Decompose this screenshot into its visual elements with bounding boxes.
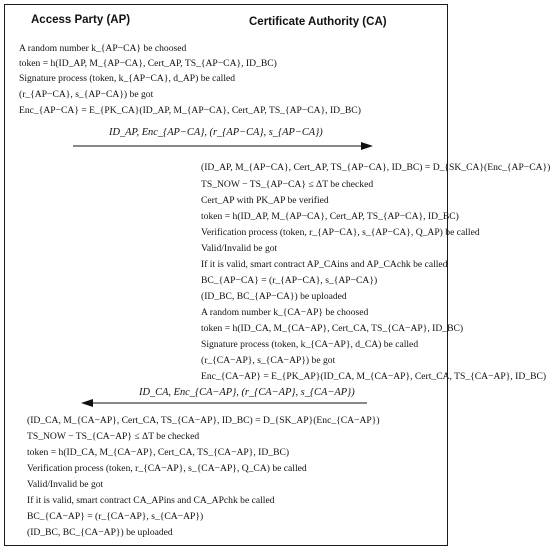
ap-step-line: (r_{AP−CA}, s_{AP−CA}) be got [19,89,154,100]
ap-step-line: Verification process (token, r_{CA−AP}, s_{CA−AP}, Q_CA) be called [27,463,307,474]
ca-step-line: Enc_{CA−AP} = E_{PK_AP}(ID_CA, M_{CA−AP}, Cert_CA, TS_{CA−AP}, ID_BC) [201,371,547,382]
ap-step-line: Enc_{AP−CA} = E_{PK_CA}(ID_AP, M_{AP−CA}, Cert_AP, TS_{AP−CA}, ID_BC) [19,105,361,116]
message-ap-to-ca-label: ID_AP, Enc_{AP−CA}, (r_{AP−CA}, s_{AP−CA}) [109,127,323,138]
ap-step-line: Signature process (token, k_{AP−CA}, d_AP) be called [19,73,236,84]
ca-step-line: A random number k_{CA−AP} be choosed [201,307,369,318]
arrow-ap-to-ca [73,141,373,153]
ca-step-line: (ID_BC, BC_{AP−CA}) be uploaded [201,291,347,302]
ap-step-line: TS_NOW − TS_{CA−AP} ≤ ΔT be checked [27,431,200,442]
ca-step-line: TS_NOW − TS_{AP−CA} ≤ ΔT be checked [201,179,374,190]
ca-step-line: Verification process (token, r_{AP−CA}, s_{AP−CA}, Q_AP) be called [201,227,480,238]
protocol-diagram [4,4,550,546]
ca-step-line: Signature process (token, k_{CA−AP}, d_CA) be called [201,339,419,350]
ap-step-line: (ID_BC, BC_{CA−AP}) be uploaded [27,527,173,538]
ap-step-line: A random number k_{AP−CA} be choosed [19,43,187,54]
ap-step-line: BC_{CA−AP} = (r_{CA−AP}, s_{CA−AP}) [27,511,204,522]
arrow-ca-to-ap [81,398,367,410]
ca-step-line: BC_{AP−CA} = (r_{AP−CA}, s_{AP−CA}) [201,275,378,286]
ap-step-line: If it is valid, smart contract CA_APins and CA_APchk be called [27,495,275,506]
certificate-authority-header: Certificate Authority (CA) [249,16,387,28]
message-ca-to-ap-label: ID_CA, Enc_{CA−AP}, (r_{CA−AP}, s_{CA−AP}) [139,387,355,398]
ca-step-line: (r_{CA−AP}, s_{CA−AP}) be got [201,355,336,366]
ca-step-line: If it is valid, smart contract AP_CAins and AP_CAchk be called [201,259,448,270]
ap-step-line: Valid/Invalid be got [27,479,104,490]
ca-step-line: Valid/Invalid be got [201,243,278,254]
ca-step-line: token = h(ID_CA, M_{CA−AP}, Cert_CA, TS_{CA−AP}, ID_BC) [201,323,464,334]
ca-step-line: (ID_AP, M_{AP−CA}, Cert_AP, TS_{AP−CA}, ID_BC) = D_{SK_CA}(Enc_{AP−CA}) [201,162,550,173]
ca-step-line: Cert_AP with PK_AP be verified [201,195,329,206]
access-party-header: Access Party (AP) [31,14,131,26]
ca-step-line: token = h(ID_AP, M_{AP−CA}, Cert_AP, TS_{AP−CA}, ID_BC) [201,211,459,222]
ap-step-line: token = h(ID_AP, M_{AP−CA}, Cert_AP, TS_{AP−CA}, ID_BC) [19,58,277,69]
ap-step-line: token = h(ID_CA, M_{CA−AP}, Cert_CA, TS_{CA−AP}, ID_BC) [27,447,290,458]
ap-step-line: (ID_CA, M_{CA−AP}, Cert_CA, TS_{CA−AP}, ID_BC) = D_{SK_AP}(Enc_{CA−AP}) [27,415,380,426]
